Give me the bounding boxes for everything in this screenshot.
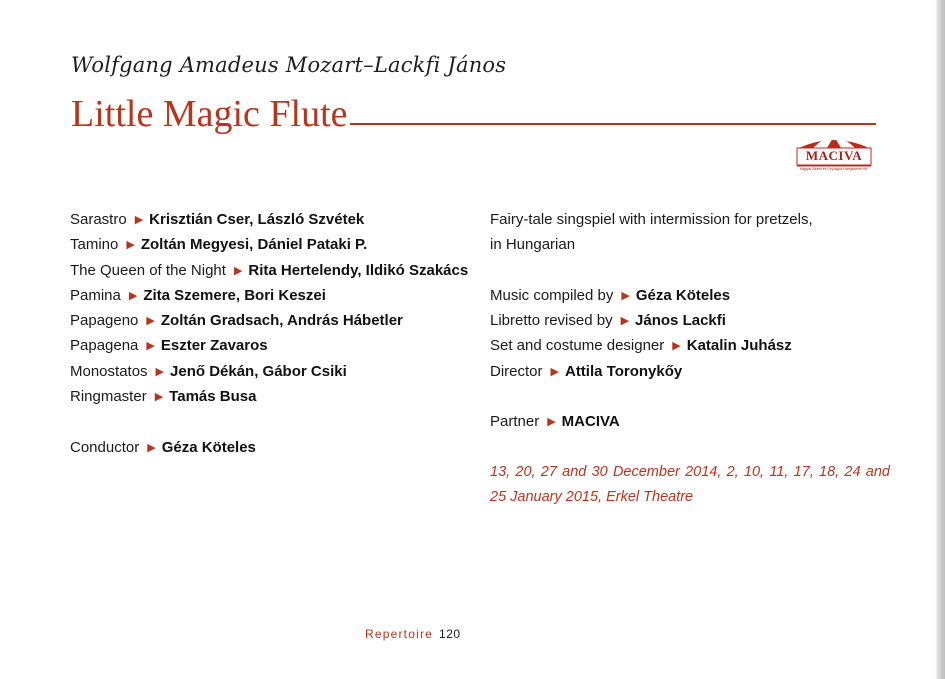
credit-names: Katalin Juhász — [686, 337, 792, 355]
credit-names: Attila Toronykőy — [564, 362, 683, 380]
cast-row — [70, 333, 480, 358]
role-label: Pamina — [70, 286, 121, 304]
page-edge-shadow — [935, 0, 945, 679]
performer-names: Zita Szemere, Bori Keszei — [143, 286, 326, 304]
partner-name: MACIVA — [561, 413, 620, 431]
credit-names: János Lackfi — [635, 312, 726, 330]
credit-row — [490, 308, 890, 333]
role-label: Director — [490, 362, 543, 380]
arrow-right-icon: ▶ — [147, 441, 156, 454]
arrow-right-icon: ▶ — [233, 264, 243, 277]
role-label: Set and costume designer — [490, 337, 665, 355]
role-label: Papagena — [70, 337, 139, 355]
role-label: Papageno — [70, 312, 139, 330]
title-row — [71, 92, 876, 134]
arrow-right-icon: ▶ — [146, 340, 155, 353]
role-label: Tamino — [70, 236, 119, 254]
cast-row — [70, 207, 480, 232]
arrow-right-icon: ▶ — [672, 340, 681, 353]
credit-row — [490, 283, 890, 308]
spacer — [490, 435, 890, 460]
credit-names: Géza Köteles — [635, 286, 731, 304]
spacer — [490, 258, 890, 283]
credit-row — [490, 359, 890, 384]
maciva-logo — [793, 134, 875, 178]
arrow-right-icon: ▶ — [550, 365, 559, 378]
cast-column — [70, 207, 480, 460]
arrow-right-icon: ▶ — [128, 289, 138, 302]
cast-row — [70, 283, 480, 308]
arrow-right-icon: ▶ — [146, 315, 155, 328]
arrow-right-icon: ▶ — [154, 391, 164, 404]
page-number: 120 — [439, 627, 461, 641]
logo-subtitle: Magyar Állami és Országos Hangszeres Kft. — [799, 167, 869, 171]
logo-wordmark: MACIVA — [805, 148, 863, 163]
credit-row — [490, 333, 890, 358]
cast-row — [70, 232, 480, 257]
info-column — [490, 207, 890, 511]
spacer — [490, 384, 890, 409]
description-line: in Hungarian — [490, 236, 576, 254]
spacer — [70, 409, 480, 434]
performer-names: Jenő Dékán, Gábor Csiki — [170, 362, 347, 380]
performer-names: Zoltán Gradsach, András Hábetler — [160, 312, 403, 330]
performer-names: Zoltán Megyesi, Dániel Pataki P. — [140, 236, 368, 254]
role-label: The Queen of the Night — [70, 261, 226, 279]
page-title: Little Magic Flute — [71, 93, 348, 135]
title-underline — [350, 123, 876, 125]
cast-row — [70, 359, 480, 384]
description-line: Fairy-tale singspiel with intermission for pretzels, — [490, 211, 813, 228]
role-label: Sarastro — [70, 211, 127, 228]
conductor-row — [70, 435, 480, 460]
footer-section: Repertoire — [365, 627, 434, 641]
role-label: Music compiled by — [490, 286, 614, 304]
cast-row — [70, 308, 480, 333]
role-label: Conductor — [70, 438, 140, 456]
composer-line: Wolfgang Amadeus Mozart–Lackfi János — [71, 53, 507, 77]
role-label: Partner — [490, 413, 540, 431]
arrow-right-icon: ▶ — [620, 315, 630, 328]
performer-names: Eszter Zavaros — [160, 337, 268, 355]
arrow-right-icon: ▶ — [134, 214, 144, 226]
role-label: Monostatos — [70, 362, 148, 380]
page-footer — [365, 627, 461, 641]
role-label: Ringmaster — [70, 388, 147, 406]
arrow-right-icon: ▶ — [155, 365, 165, 378]
performer-names: Rita Hertelendy, Ildikó Szakács — [248, 261, 469, 279]
performer-names: Tamás Busa — [169, 388, 257, 406]
arrow-right-icon: ▶ — [621, 289, 630, 302]
performance-dates: 13, 20, 27 and 30 December 2014, 2, 10, 11, 17, 18, 24 and 25 January 2015, Erkel Theatre — [490, 463, 890, 506]
arrow-right-icon: ▶ — [547, 416, 556, 429]
cast-row — [70, 258, 480, 283]
arrow-right-icon: ▶ — [126, 239, 135, 252]
cast-row — [70, 384, 480, 409]
performer-names: Krisztián Cser, László Szvétek — [149, 211, 365, 228]
partner-row — [490, 409, 890, 434]
performer-names: Géza Köteles — [161, 438, 256, 456]
role-label: Libretto revised by — [490, 312, 613, 330]
